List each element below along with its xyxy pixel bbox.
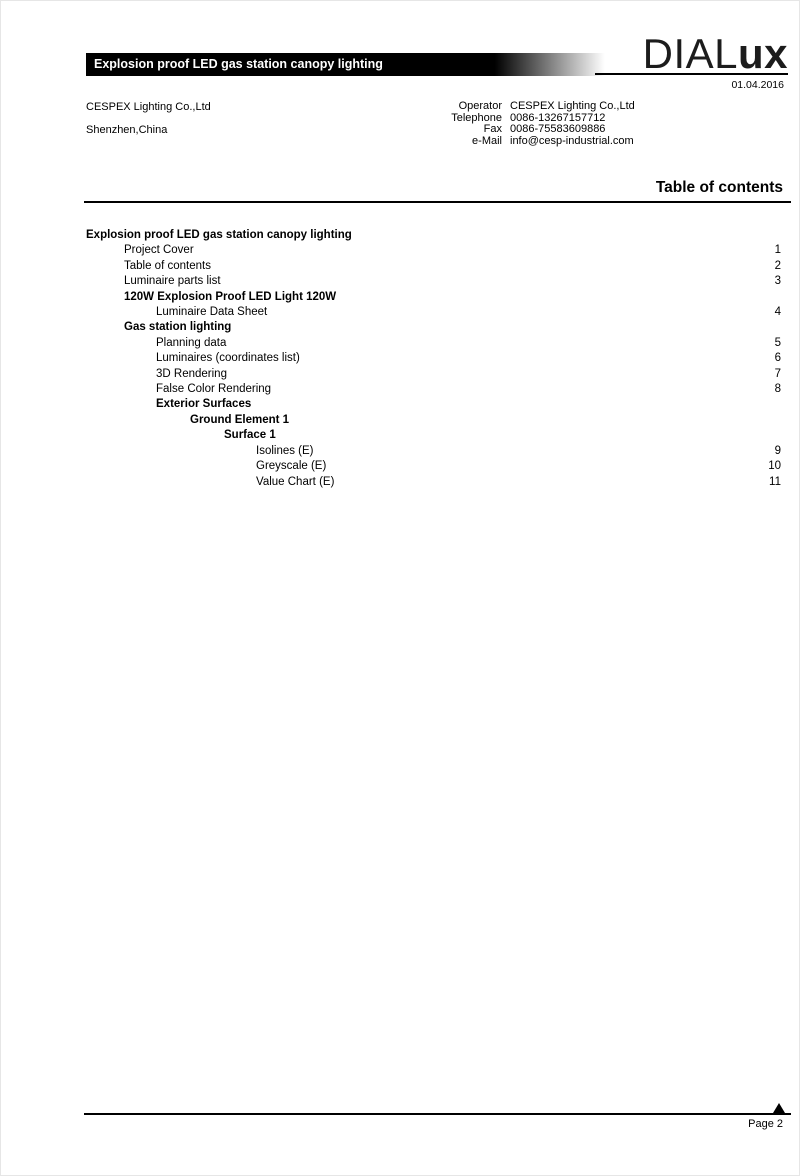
dialux-logo-text [643, 30, 788, 77]
toc-entry-label: Planning data [156, 336, 227, 349]
contact-info [371, 101, 635, 147]
toc-entry-label: False Color Rendering [156, 383, 272, 396]
toc-entry [86, 228, 781, 243]
contact-value-telephone: 0086-13267157712 [510, 111, 606, 124]
toc-entry-label: Explosion proof LED gas station canopy lighting [86, 229, 352, 241]
toc-entry [86, 475, 781, 490]
toc-entry [86, 459, 781, 474]
contact-value-fax: 0086-75583609886 [510, 123, 606, 136]
toc-entry [86, 428, 781, 443]
toc-entry-label: 120W Explosion Proof LED Light 120W [124, 290, 337, 303]
toc-entry-label: Luminaire parts list [124, 275, 221, 288]
toc-entry-page: 3 [774, 275, 781, 288]
toc-entry-page: 6 [774, 352, 781, 365]
toc-entry [86, 382, 781, 397]
triangle-up-icon [773, 1103, 785, 1113]
toc-entry-label: 3D Rendering [156, 367, 227, 380]
toc-entry-label: Value Chart (E) [256, 475, 335, 488]
toc-entry-page: 5 [774, 336, 781, 349]
contact-value-operator: CESPEX Lighting Co.,Ltd [510, 100, 635, 112]
toc-entry [86, 243, 781, 258]
toc-entry-page: 4 [774, 306, 781, 319]
report-title-bar: Explosion proof LED gas station canopy lighting [86, 53, 610, 76]
company-location: Shenzhen,China [86, 124, 168, 136]
toc-entry [86, 274, 781, 289]
toc-entry [86, 305, 781, 320]
toc-entry-label: Exterior Surfaces [156, 398, 252, 411]
toc-entry [86, 336, 781, 351]
dialux-logo-ux: ux [737, 30, 788, 77]
toc-entry-page: 7 [774, 367, 781, 380]
toc-entry-label: Luminaire Data Sheet [156, 306, 268, 319]
toc-entry-label: Project Cover [124, 244, 194, 257]
report-date: 01.04.2016 [731, 79, 784, 91]
company-name: CESPEX Lighting Co.,Ltd [86, 101, 211, 113]
toc-entry-label: Table of contents [124, 259, 211, 272]
toc-entry-page: 11 [769, 475, 781, 488]
toc-entry-label: Gas station lighting [124, 321, 232, 334]
page-title: Table of contents [655, 179, 783, 196]
section-divider [84, 201, 791, 203]
dialux-logo [595, 30, 788, 77]
footer-divider [84, 1113, 791, 1115]
toc-entry-page: 1 [774, 244, 781, 257]
toc-entry [86, 413, 781, 428]
toc-entry [86, 367, 781, 382]
contact-label-telephone: Telephone [451, 111, 502, 124]
toc-entry-page: 9 [774, 444, 781, 457]
toc-entry-label: Luminaires (coordinates list) [156, 352, 300, 365]
toc-entry [86, 259, 781, 274]
dialux-logo-dial: DIAL [642, 30, 738, 77]
toc-entry-page: 8 [774, 383, 781, 396]
toc-entry-page: 10 [768, 460, 781, 473]
toc-entry [86, 397, 781, 412]
toc-entry-label: Isolines (E) [256, 444, 314, 457]
toc-entry-page: 2 [774, 259, 781, 272]
toc-entry [86, 290, 781, 305]
contact-value-email: info@cesp-industrial.com [510, 134, 634, 147]
contact-label-fax: Fax [483, 123, 502, 136]
toc-entry [86, 444, 781, 459]
toc-entry [86, 320, 781, 335]
toc-entry-label: Ground Element 1 [190, 413, 290, 426]
page-number: Page 2 [748, 1118, 783, 1130]
contact-label-operator: Operator [458, 100, 502, 112]
table-of-contents [86, 228, 781, 490]
contact-label-email: e-Mail [472, 134, 502, 147]
toc-entry-label: Surface 1 [224, 429, 276, 442]
toc-entry [86, 351, 781, 366]
toc-entry-label: Greyscale (E) [256, 460, 327, 473]
